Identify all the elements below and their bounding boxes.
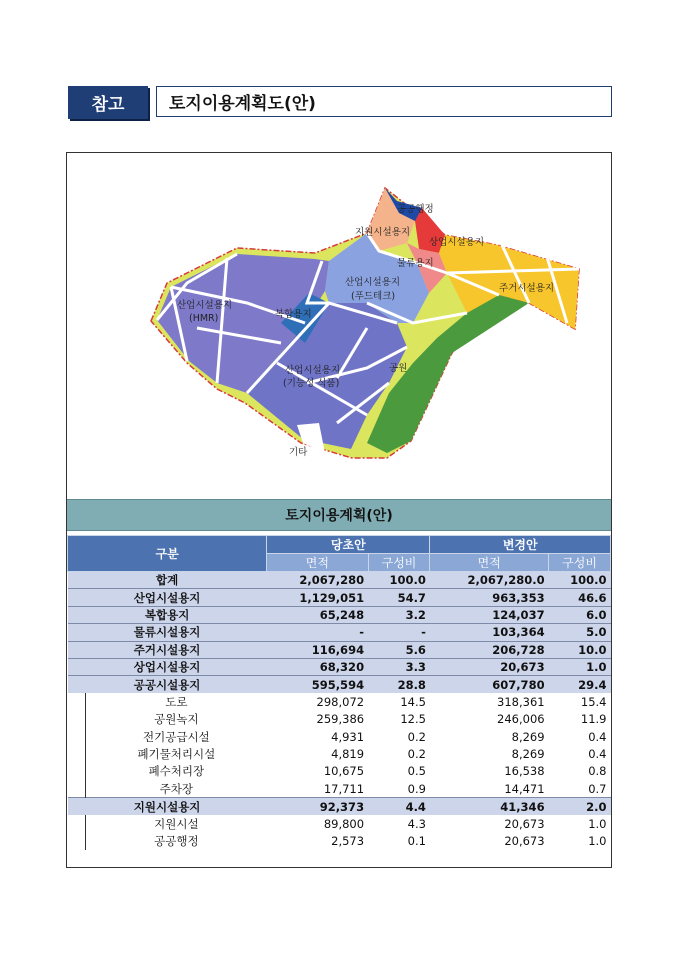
cell-r2: 11.9 bbox=[580, 712, 607, 727]
cell-a1: 89,800 bbox=[323, 816, 365, 831]
table-row bbox=[68, 624, 611, 641]
table-row bbox=[68, 763, 611, 780]
cell-r1: 3.2 bbox=[368, 606, 430, 623]
row-label: 공공시설용지 bbox=[68, 676, 267, 693]
row-indent bbox=[68, 728, 86, 745]
label-support: 지원시설용지 bbox=[355, 227, 411, 238]
cell-a1: 116,694 bbox=[267, 641, 368, 658]
table-row bbox=[68, 641, 611, 658]
table-row bbox=[68, 711, 611, 728]
cell-a2: 14,471 bbox=[504, 781, 545, 796]
label-hmr: 산업시설용지 bbox=[177, 300, 233, 311]
cell-a2: 206,728 bbox=[430, 641, 549, 658]
row-label: 공원녹지 bbox=[154, 712, 199, 727]
row-label: 지원시설용지 bbox=[68, 798, 267, 815]
cell-r1: 4.3 bbox=[407, 816, 426, 831]
cell-r2: 1.0 bbox=[588, 816, 607, 831]
row-indent bbox=[68, 780, 86, 797]
cell-a1: 17,711 bbox=[323, 781, 365, 796]
row-label: 전기공급시설 bbox=[143, 729, 210, 744]
row-indent bbox=[68, 693, 86, 710]
row-label: 복합용지 bbox=[68, 606, 267, 623]
table-row bbox=[68, 658, 611, 675]
cell-a2: 607,780 bbox=[430, 676, 549, 693]
label-residential: 주거시설용지 bbox=[499, 283, 555, 294]
cell-a1: 92,373 bbox=[267, 798, 368, 815]
cell-a2: 16,538 bbox=[504, 764, 545, 779]
cell-a2: 20,673 bbox=[504, 834, 545, 849]
cell-r2: 2.0 bbox=[549, 798, 611, 815]
label-foodtech-sub: (푸드테크) bbox=[351, 291, 396, 302]
cell-r1: 0.9 bbox=[407, 781, 426, 796]
cell-r1: 0.5 bbox=[407, 764, 426, 779]
label-hmr-sub: (HMR) bbox=[189, 313, 219, 324]
label-public-admin: 공공행정 bbox=[397, 204, 434, 215]
row-label: 공공행정 bbox=[154, 834, 199, 849]
row-indent bbox=[68, 763, 86, 780]
cell-r1: 28.8 bbox=[368, 676, 430, 693]
header-original: 당초안 bbox=[267, 536, 430, 554]
header-ratio-2: 구성비 bbox=[549, 554, 611, 572]
cell-r2: 1.0 bbox=[549, 658, 611, 675]
cell-r2: 5.0 bbox=[549, 624, 611, 641]
cell-r2: 0.4 bbox=[588, 729, 607, 744]
table-row bbox=[68, 745, 611, 762]
cell-a1: 2,573 bbox=[331, 834, 365, 849]
row-label: 물류시설용지 bbox=[68, 624, 267, 641]
label-functional-sub: (기능성 식품) bbox=[283, 378, 340, 389]
row-indent bbox=[68, 711, 86, 728]
label-complex: 복합용지 bbox=[275, 309, 312, 320]
cell-a1: 10,675 bbox=[323, 764, 365, 779]
cell-r1: 14.5 bbox=[400, 694, 426, 709]
label-functional: 산업시설용지 bbox=[285, 365, 341, 376]
cell-a2: 963,353 bbox=[430, 589, 549, 606]
row-label: 폐수처리장 bbox=[148, 764, 205, 779]
label-other: 기타 bbox=[289, 447, 308, 458]
row-label: 합계 bbox=[68, 572, 267, 589]
cell-a1: 65,248 bbox=[267, 606, 368, 623]
row-label: 도로 bbox=[165, 694, 188, 709]
cell-a2: 124,037 bbox=[430, 606, 549, 623]
row-indent bbox=[68, 815, 86, 832]
label-logistics: 물류용지 bbox=[397, 258, 434, 269]
header-category: 구분 bbox=[68, 536, 267, 572]
table-row bbox=[68, 780, 611, 797]
header-area-2: 면적 bbox=[430, 554, 549, 572]
table-title: 토지이용계획(안) bbox=[67, 499, 611, 531]
cell-a1: 595,594 bbox=[267, 676, 368, 693]
content-frame bbox=[66, 152, 612, 868]
land-use-table bbox=[67, 535, 611, 850]
cell-a2: 8,269 bbox=[511, 729, 545, 744]
label-foodtech: 산업시설용지 bbox=[345, 277, 401, 288]
table-row bbox=[68, 815, 611, 832]
cell-r2: 0.4 bbox=[588, 747, 607, 762]
cell-r1: 0.2 bbox=[407, 729, 426, 744]
cell-r1: 4.4 bbox=[368, 798, 430, 815]
row-label: 주차장 bbox=[159, 781, 193, 796]
cell-a1: 1,129,051 bbox=[267, 589, 368, 606]
row-label: 폐기물처리시설 bbox=[137, 747, 216, 762]
table-row bbox=[68, 589, 611, 606]
cell-r1: 0.2 bbox=[407, 747, 426, 762]
table-row bbox=[68, 832, 611, 849]
table-row bbox=[68, 572, 611, 589]
cell-a2: 20,673 bbox=[504, 816, 545, 831]
row-label: 주거시설용지 bbox=[68, 641, 267, 658]
cell-r2: 10.0 bbox=[549, 641, 611, 658]
table-row bbox=[68, 693, 611, 710]
row-indent bbox=[68, 832, 86, 849]
label-park: 공원 bbox=[389, 363, 408, 374]
section-tag: 참고 bbox=[68, 86, 148, 119]
cell-r1: 0.1 bbox=[407, 834, 426, 849]
label-commercial: 상업시설용지 bbox=[429, 237, 485, 248]
cell-a1: 259,386 bbox=[316, 712, 365, 727]
row-label: 지원시설 bbox=[154, 816, 199, 831]
cell-r2: 1.0 bbox=[588, 834, 607, 849]
cell-r1: 100.0 bbox=[368, 572, 430, 589]
header-area-1: 면적 bbox=[267, 554, 368, 572]
cell-a1: 4,819 bbox=[331, 747, 365, 762]
cell-a1: 298,072 bbox=[316, 694, 365, 709]
row-indent bbox=[68, 745, 86, 762]
cell-r1: 5.6 bbox=[368, 641, 430, 658]
cell-a2: 20,673 bbox=[430, 658, 549, 675]
cell-r2: 100.0 bbox=[549, 572, 611, 589]
table-body bbox=[68, 572, 611, 850]
cell-a2: 246,006 bbox=[497, 712, 545, 727]
header-ratio-1: 구성비 bbox=[368, 554, 430, 572]
table-row bbox=[68, 606, 611, 623]
cell-r2: 6.0 bbox=[549, 606, 611, 623]
row-label: 상업시설용지 bbox=[68, 658, 267, 675]
page-title: 토지이용계획도(안) bbox=[156, 86, 612, 117]
cell-a2: 41,346 bbox=[430, 798, 549, 815]
cell-r2: 0.8 bbox=[588, 764, 607, 779]
cell-a1: 4,931 bbox=[331, 729, 365, 744]
table-row bbox=[68, 676, 611, 693]
cell-a2: 318,361 bbox=[497, 694, 545, 709]
cell-r1: 3.3 bbox=[368, 658, 430, 675]
cell-r2: 29.4 bbox=[549, 676, 611, 693]
cell-r2: 0.7 bbox=[588, 781, 607, 796]
row-label: 산업시설용지 bbox=[68, 589, 267, 606]
cell-r1: 12.5 bbox=[400, 712, 426, 727]
table-row bbox=[68, 798, 611, 815]
table-row bbox=[68, 728, 611, 745]
cell-a2: 2,067,280.0 bbox=[430, 572, 549, 589]
cell-r2: 46.6 bbox=[549, 589, 611, 606]
cell-r1: - bbox=[368, 624, 430, 641]
cell-r1: 54.7 bbox=[368, 589, 430, 606]
land-use-map bbox=[67, 153, 611, 499]
cell-a1: 2,067,280 bbox=[267, 572, 368, 589]
cell-a1: 68,320 bbox=[267, 658, 368, 675]
cell-a1: - bbox=[267, 624, 368, 641]
cell-a2: 103,364 bbox=[430, 624, 549, 641]
cell-r2: 15.4 bbox=[580, 694, 607, 709]
header-changed: 변경안 bbox=[430, 536, 611, 554]
cell-a2: 8,269 bbox=[511, 747, 545, 762]
